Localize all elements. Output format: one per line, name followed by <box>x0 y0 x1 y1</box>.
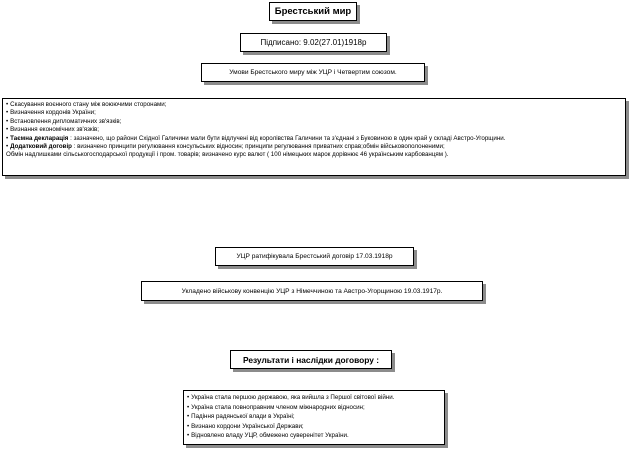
additional-treaty-item <box>6 143 622 151</box>
bullet-icon: • <box>187 394 190 401</box>
result-item: • Україна стала повноправним членом міжнародних відносин; <box>187 403 365 411</box>
result-item: • Падіння радянської влади в Україні; <box>187 413 295 421</box>
result-item: • Україна стала першою державою, яка вийшла з Першої світової війни. <box>187 394 395 401</box>
bullet-icon: • <box>187 413 190 421</box>
result-item: • Відновлено владу УЦР, обмежено суверенітет України. <box>187 432 349 440</box>
results-box <box>183 390 445 445</box>
condition-item: • Визначення кордонів України; <box>6 109 96 117</box>
secret-declaration-text: : зазначено, що райони Східної Галичини мали бути відлучені від королівства Галичини та з'єднані з Буковиною в один край у складі Австро-Угорщини. <box>70 134 506 142</box>
bullet-icon: • <box>6 109 9 117</box>
result-item: • Визнано кордони Української Держави; <box>187 422 304 430</box>
bullet-icon: • <box>6 126 9 134</box>
diagram-title: Брестський мир <box>274 6 352 17</box>
bullet-icon: • <box>187 432 190 440</box>
signed-date-text: Підписано: 9.02(27.01)1918р <box>260 38 367 47</box>
results-heading-box <box>230 350 392 369</box>
condition-item: • Встановлення дипломатичних зв'язків; <box>6 117 122 125</box>
secret-declaration-item <box>6 135 622 143</box>
condition-item: • Визнання економічних зв'язків; <box>6 126 99 134</box>
results-heading-text: Результати і наслідки договору : <box>242 354 380 365</box>
condition-item: • Скасування воєнного стану між воюючими сторонами; <box>6 101 167 108</box>
conditions-box <box>2 98 626 176</box>
title-box <box>269 2 357 21</box>
bullet-icon: • <box>6 134 9 142</box>
bullet-icon: • <box>187 403 190 411</box>
additional-treaty-text: : визначено принципи регулювання консульських відносин; принципи регулювання приватних справ;обмін військовополоненими; <box>73 143 445 151</box>
bullet-icon: • <box>6 143 9 151</box>
signed-date-box <box>240 33 387 52</box>
terms-heading-box <box>201 63 425 82</box>
goods-exchange-text: Обмін надлишками сільськогосподарської продукції і пром. товарів; визначено курс валют ( 100 німецьких марок дорівнює 46 українським карбованцям ). <box>6 151 449 159</box>
ratification-text: УЦР ратифікувала Брестський договір 17.03.1918р <box>236 253 393 260</box>
convention-box <box>141 281 483 301</box>
convention-text: Укладено військову конвенцію УЦР з Німеччиною та Австро-Угорщиною 19.03.1917р. <box>181 287 443 295</box>
terms-heading-text: Умови Брестського миру між УЦР і Четвертим союзом. <box>229 69 397 76</box>
additional-treaty-label: Додатковий договір <box>10 143 72 151</box>
secret-declaration-label: Таємна декларація <box>10 134 69 142</box>
bullet-icon: • <box>6 101 9 108</box>
bullet-icon: • <box>187 422 190 430</box>
bullet-icon: • <box>6 117 9 125</box>
ratification-box <box>215 247 414 266</box>
